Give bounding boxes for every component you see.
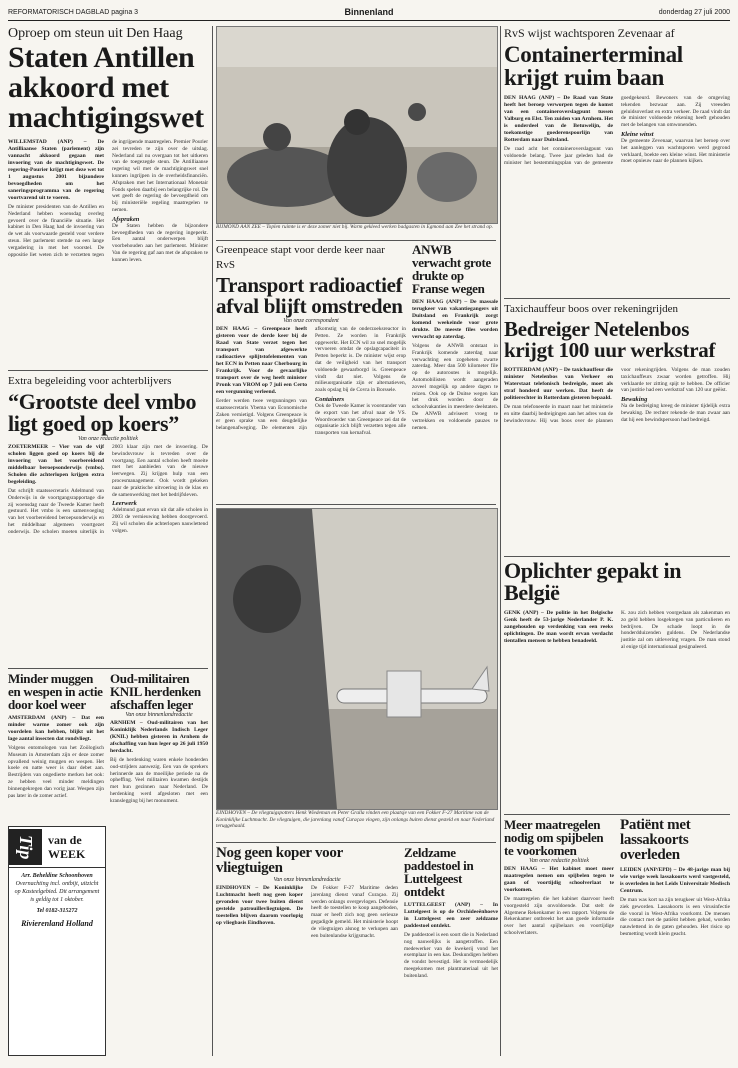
column-divider <box>500 26 501 1056</box>
article-meer <box>504 818 614 1056</box>
radio-columns <box>216 326 406 437</box>
divider <box>8 668 208 669</box>
anwb-intro: DEN HAAG (ANP) – De massale terugkeer van vakantiegangers uit Duitsland en Frankrijk zorgt komend weekeinde voor grote drukte. De meeste files worden verwacht op zaterdag. <box>412 299 498 340</box>
anwb-body: Volgens de ANWB ontstaat in Frankrijk komende zaterdag naar verwachting een zogeheten zwarte zaterdag. Meer dan 500 kilometer file op de autoroutes is mogelijk. Automobilisten wordt aangeraden zoveel mogelijk op andere dagen te reizen. Ook op de Duitse wegen kan het druk worden door de schoolvakanties in meerdere deelstaten. De ANWB adviseert vroeg te vertrekken en voldoende pauzes te nemen. <box>412 343 498 431</box>
radio-body: Eerder werden twee vergunningen van staatssecretaris Ybema van Economische Zaken vernietigd. Volgens Greenpeace is er geen sprake van een deugdelijke belangenafweging. De elementen zijn afkomstig van de onderzoeksreactor in Petten. Ze worden in Frankrijk opgewerkt. Het ECN wil zo snel mogelijk vervoeren omdat de opslagcapaciteit in Petten beperkt is. De minister wijst erop dat de veiligheid van het transport voldoende gewaarborgd is. Greenpeace vindt dat niet. Volgens de milieuorganisatie zijn er alternatieven, zoals opslag bij de Covra in Borssele. <box>216 326 406 432</box>
meer-headline: Meer maatregelen nodig om spijbelen te voorkomen <box>504 818 604 858</box>
beach-photo-image <box>217 27 497 223</box>
knil-byline: Van onze binnenlandredactie <box>125 712 193 718</box>
article-antillen <box>8 26 208 366</box>
fokker-caption: EINDHOVEN – De vliegtuigspotters Henk Wiedeman en Peter Gralla vinden een plaatsje van een Fokker F-27 Maritime van de Koninklijke Luchtmacht. De vliegtuigen, die jarenlang vanaf Curaçao vlogen, zijn onlangs buiten dienst gesteld en naar Nederland teruggehaald. <box>216 810 495 829</box>
netelenbos-kicker: Taxichauffeur boos over rekeningrijden <box>504 303 679 315</box>
oplichter-body: K. zou zich hebben voorgedaan als zakenman en zo geld hebben losgekregen van particulieren en bedrijven. De schade loopt in de honderdduizenden guldens. De Nederlandse justitie zal om uitlevering vragen. De man stond al enige tijd internationaal gesignaleerd. <box>621 610 730 650</box>
tip-title: van de WEEK <box>48 833 86 861</box>
radio-byline: Van onze correspondent <box>283 318 339 324</box>
patient-headline: Patiënt met lassakoorts overleden <box>620 818 691 863</box>
oplichter-intro: GENK (ANP) – De politie in het Belgische Genk heeft de 53-jarige Nederlander P. K. aangehouden op verdenking van een reeks oplichtingen. De man wordt ervan verdacht tientallen mensen te hebben benadeeld. <box>504 610 613 644</box>
netelenbos-subhead: Bewaking <box>621 396 648 404</box>
header-left: REFORMATORISCH DAGBLAD pagina 3 <box>8 9 139 16</box>
divider <box>8 370 208 371</box>
article-containers <box>504 26 730 294</box>
tip-info: Tel 0182-315272 <box>36 908 78 914</box>
divider <box>216 504 496 505</box>
vmbo-byline: Van onze redactie politiek <box>78 436 138 442</box>
header-date: donderdag 27 juli 2000 <box>658 9 730 16</box>
radio-body-2: Ook de Tweede Kamer is voorstander van de export van het afval naar de VS. Woordvoerder van Greenpeace zei dat de organisatie zich blijft verzetten tegen alle transporten van kernafval. <box>315 402 406 437</box>
minder-headline: Minder muggen en wespen in actie door koel weer <box>8 672 103 712</box>
paddestoel-body: De paddestoel is een soort die in Nederland nog nauwelijks is aangetroffen. Een medewerker van de kwekerij vond het exemplaar in een kas. Deskundigen hebben de vondst bevestigd. Het is vermoedelijk meegekomen met plantmateriaal uit het buitenland. <box>404 932 498 979</box>
fokker-photo-image <box>217 509 497 809</box>
minder-intro: AMSTERDAM (ANP) – Dat een minder warme zomer ook zijn voordelen kan hebben, blijkt uit het lage aantal insecten dat rondvliegt. <box>8 715 104 742</box>
knil-intro: ARNHEM – Oud-militairen van het Koninklijk Nederlands Indisch Leger (KNIL) hebben gisteren in Arnhem de afschaffing van hun leger op 26 juli 1950 herdacht. <box>110 720 208 754</box>
antillen-body: De minister presidenten van de Antillen en Nederland hebben woensdag overleg gevoerd over de financiële situatie. Het kabinet in Den Haag had de invoering van de wet als voorwaarde gesteld voor verdere steun. Het parlement stemde na een lange vergadering in met het voorstel. De oppositie liet weten zich te verzetten tegen de ingrijpende maatregelen. Premier Pourier zei tevreden te zijn over de uitslag. Nederland zal nu overgaan tot het uitkeren van de toegezegde steun. De Antilliaanse regering wil met de machtigingswet snel kunnen ingrijpen in de overheidsfinanciën. Afspraken met het Internationaal Monetair Fonds spelen daarbij een belangrijke rol. De wet geeft de regering de bevoegdheid om bij ministeriële regeling maatregelen te nemen. <box>8 139 208 258</box>
article-radioactief <box>216 243 406 500</box>
netelenbos-headline: Bedreiger Netelenbos krijgt 100 uur werkstraf <box>504 317 716 362</box>
divider <box>216 240 496 241</box>
knil-headline: Oud-militairen KNIL herdenken afschaffen leger <box>110 672 201 712</box>
article-vliegtuigen <box>216 846 398 1056</box>
tip-brand: Rivierenland Holland <box>21 919 93 928</box>
vliegtuigen-byline: Van onze binnenlandredactie <box>273 877 341 883</box>
vliegtuigen-headline: Nog geen koper voor vliegtuigen <box>216 846 343 876</box>
anwb-headline: ANWB verwacht grote drukte op Franse wegen <box>412 243 491 296</box>
beach-caption: BIJMOND AAN ZEE – Toplen ruimte is er deze zomer niet bij. Warm gekleed werken badgasten in Egmond aan Zee het strand op. <box>216 224 493 230</box>
patient-intro: LEIDEN (ANP/EPD) – De 48-jarige man bij wie vorige week lassakoorts werd vastgesteld, is overleden in het Leids Universitair Medisch Centrum. <box>620 867 730 894</box>
article-anwb <box>412 243 498 500</box>
divider <box>504 298 730 299</box>
tip-of-week-ad <box>8 826 106 1056</box>
vliegtuigen-intro: EINDHOVEN – De Koninklijke Luchtmacht heeft nog geen koper gevonden voor twee buiten dienst gestelde patrouillevliegtuigen. De toestellen blijven daarom voorlopig op vliegbasis Eindhoven. <box>216 885 303 926</box>
divider <box>504 814 730 815</box>
vmbo-intro: ZOETERMEER – Vier van de vijf scholen liggen goed op koers bij de invoering van het voorbereidend middelbaar beroepsonderwijs (vmbo). Scholen die achterlopen krijgen extra begeleiding. <box>8 444 104 485</box>
containers-subhead: Kleine winst <box>621 130 654 138</box>
knil-body: Bij de herdenking waren enkele honderden oud-strijders aanwezig. Een van de sprekers herinnerde aan de moeilijke periode na de opheffing. Veel militairen kwamen destijds met hun gezinnen naar Nederland. De herdenking werd afgesloten met een kranslegging bij het monument. <box>110 757 208 804</box>
article-knil <box>110 672 208 972</box>
article-vmbo <box>8 374 208 664</box>
containers-headline: Containerterminal krijgt ruim baan <box>504 42 683 90</box>
netelenbos-columns <box>504 367 730 424</box>
tip-name: Arr. Beheldine Schoonhoven <box>21 873 93 879</box>
containers-intro: DEN HAAG (ANP) – De Raad van State heeft het beroep verworpen tegen de komst van een containeroverslagpunt tussen Valburg en Elst. Ten zuiden van Arnhem. Het is onderdeel van de Betuwelijn, de toekomstige goederenspoorlijn van Rotterdam naar Duitsland. <box>504 95 613 143</box>
meer-byline: Van onze redactie politiek <box>529 858 589 864</box>
meer-intro: DEN HAAG – Het kabinet moet meer maatregelen nemen om spijbelen tegen te gaan of voortijdig schoolverlaat te voorkomen. <box>504 866 614 893</box>
antillen-subhead: Afspraken <box>112 215 140 223</box>
netelenbos-intro: ROTTERDAM (ANP) – De taxichauffeur die minister Netelenbos van Verkeer en Waterstaat telefonisch bedreigde, moet als straf honderd uur werken. Dat heeft de politierechter in Rotterdam gisteren bepaald. <box>504 367 613 401</box>
oplichter-columns <box>504 610 730 651</box>
minder-body: Volgens entomologen van het Zoölogisch Museum in Amsterdam zijn er deze zomer opvallend weinig muggen en wespen. Het koele en natte weer is daar debet aan. Bestrijders van ongedierte merken het ook: ze hebben veel minder meldingen binnengekregen dan vorig jaar. Wespen zijn pas later in de zomer actief. <box>8 745 104 799</box>
netelenbos-body: De man telefoneerde in maart naar het ministerie en uitte daarbij bedreigingen aan het adres van de bewindsvrouw. Hij was boos over de plannen voor rekeningrijden. Volgens de man zouden taxichauffeurs zwaar worden getroffen. Hij verklaarde ter zitting spijt te hebben. De officier van justitie had een werkstraf van 120 uur geëist. <box>504 367 730 424</box>
antillen-kicker: Oproep om steun uit Den Haag <box>8 26 183 41</box>
column-divider <box>212 26 213 1056</box>
article-patient <box>620 818 730 1056</box>
section-title: Binnenland <box>344 7 394 17</box>
vmbo-body-2: Adelmund gaat ervan uit dat alle scholen in 2003 de vernieuwing hebben doorgevoerd. Zij wil scholen die achterlopen nauwlettend volgen. <box>112 507 208 534</box>
meer-body: De maatregelen die het kabinet daarvoor heeft voorgesteld zijn onvoldoende. Dat stelt de Algemene Rekenkamer in een rapport. Volgens de Rekenkamer ontbreekt het aan goede informatie over het aantal spijbelaars en voortijdige schoolverlaters. <box>504 896 614 936</box>
vmbo-subhead: Leerwerk <box>112 500 137 508</box>
containers-columns <box>504 95 730 166</box>
netelenbos-body-2: Na de bedreiging kreeg de minister tijdelijk extra bewaking. De rechter rekende de man zwaar aan dat hij een bewindspersoon had bedreigd. <box>621 403 730 423</box>
containers-kicker: RvS wijst wachtsporen Zevenaar af <box>504 26 675 40</box>
page-header <box>8 6 730 21</box>
tip-lines: Overnachting incl. ontbijt, uitzicht op Kasteelgebied. Dit arrangement is geldig tot 1 oktober. <box>14 881 100 903</box>
paddestoel-headline: Zeldzame paddestoel in Luttelgeest ontdekt <box>404 846 474 899</box>
oplichter-headline: Oplichter gepakt in België <box>504 560 682 605</box>
vliegtuigen-columns <box>216 885 398 939</box>
article-minder <box>8 672 104 822</box>
fokker-photo <box>216 508 498 810</box>
antillen-columns <box>8 139 208 264</box>
article-paddestoel <box>404 846 498 1056</box>
vmbo-kicker: Extra begeleiding voor achterblijvers <box>8 375 172 387</box>
vmbo-body: Dat schrijft staatssecretaris Adelmund van Onderwijs in de voortgangsrapportage die zij woensdag naar de Tweede Kamer heeft gestuurd. Het vmbo is een samenvoeging van het voorbereidend beroepsonderwijs en het middelbaar algemeen voortgezet onderwijs. De scholen moeten uiterlijk in 2003 klaar zijn met de invoering. De bewindsvrouw is tevreden over de voortgang. Een aantal scholen heeft moeite met het aanbieden van de nieuwe leerwegen. Zij krijgen hulp van een procesmanagement. Ook wordt gekeken naar de praktische uitvoering in de klas en de samenwerking met het bedrijfsleven. <box>8 444 208 535</box>
beach-photo <box>216 26 498 224</box>
paddestoel-intro: LUTTELGEEST (ANP) – In Luttelgeest is op de Orchideeënhoeve in Luttelgeest een zeer zeldzame paddestoel ontdekt. <box>404 902 498 929</box>
antillen-headline: Staten Antillen akkoord met machtigingswet <box>8 41 204 134</box>
containers-body: De raad acht het containeroverslagpunt van voldoende belang. Twee jaar geleden had de minister het bestemmingsplan van de gemeente goedgekeurd. Bewoners van de omgeving tekenden bezwaar aan. Zij vreesden geluidsoverlast en extra verkeer. De raad vindt dat de minister voldoende rekening heeft gehouden met de belangen van omwonenden. <box>504 95 730 166</box>
radio-kicker: Greenpeace stapt voor derde keer naar RvS <box>216 244 385 271</box>
vmbo-headline: “Grootste deel vmbo ligt goed op koers” <box>8 389 197 436</box>
patient-body: De man was kort na zijn terugkeer uit West-Afrika ziek geworden. Lassakoorts is een virusinfectie die vooral in West-Afrika voorkomt. De mensen die contact met de patiënt hebben gehad, worden nauwlettend in de gaten gehouden. Het risico op besmetting wordt klein geacht. <box>620 897 730 937</box>
divider <box>216 842 496 843</box>
radio-intro: DEN HAAG – Greenpeace heeft gisteren voor de derde keer bij de Raad van State verzet tegen het transport van afgewerkte radioactieve splijtstofelementen van het ECN in Petten naar Cherbourg in Frankrijk. Voor de gevaarlijke transport over de weg heeft minister Pronk van VROM op 7 juli een Certo een vergunning verleend. <box>216 326 307 395</box>
antillen-intro: WILLEMSTAD (ANP) – De Antilliaanse Staten (parlement) zijn vannacht akkoord gegaan met invoering van de machtigingswet. De regering-Pourier krijgt met deze wet tot 1 augustus 2001 bijzondere bevoegdheden om het saneringsprogramma van de regering voortvarend uit te voeren. <box>8 139 104 201</box>
antillen-body-2: De Staten hebben de bijzondere bevoegdheden van de regering ingeperkt. Een aantal onderwerpen blijft voorbehouden aan het parlement. Minister Van de regering gaf aan met de afspraken te kunnen leven. <box>112 222 208 263</box>
vmbo-columns <box>8 444 208 536</box>
divider <box>504 556 730 557</box>
containers-body-2: De gemeente Zevenaar, waarvan het beroep over het aanleggen van wachtsporen werd gegrond verklaard, boekte een kleine winst. Het ministerie moet opnieuw naar de plannen kijken. <box>621 137 730 165</box>
tip-label: Tip <box>9 829 42 865</box>
vliegtuigen-body: De Fokker F-27 Maritime deden jarenlang dienst vanaf Curaçao. Zij werden onlangs overgevlogen. Defensie heeft de toestellen te koop aangeboden, maar er heeft zich nog geen serieuze gegadigde gemeld. Het ministerie hoopt de vliegtuigen alsnog te verkopen aan een buitenlandse krijgsmacht. <box>311 885 398 939</box>
radio-headline: Transport radioactief afval blijft omstreden <box>216 273 403 318</box>
article-oplichter <box>504 560 730 810</box>
radio-subhead: Containers <box>315 395 345 403</box>
article-netelenbos <box>504 302 730 552</box>
